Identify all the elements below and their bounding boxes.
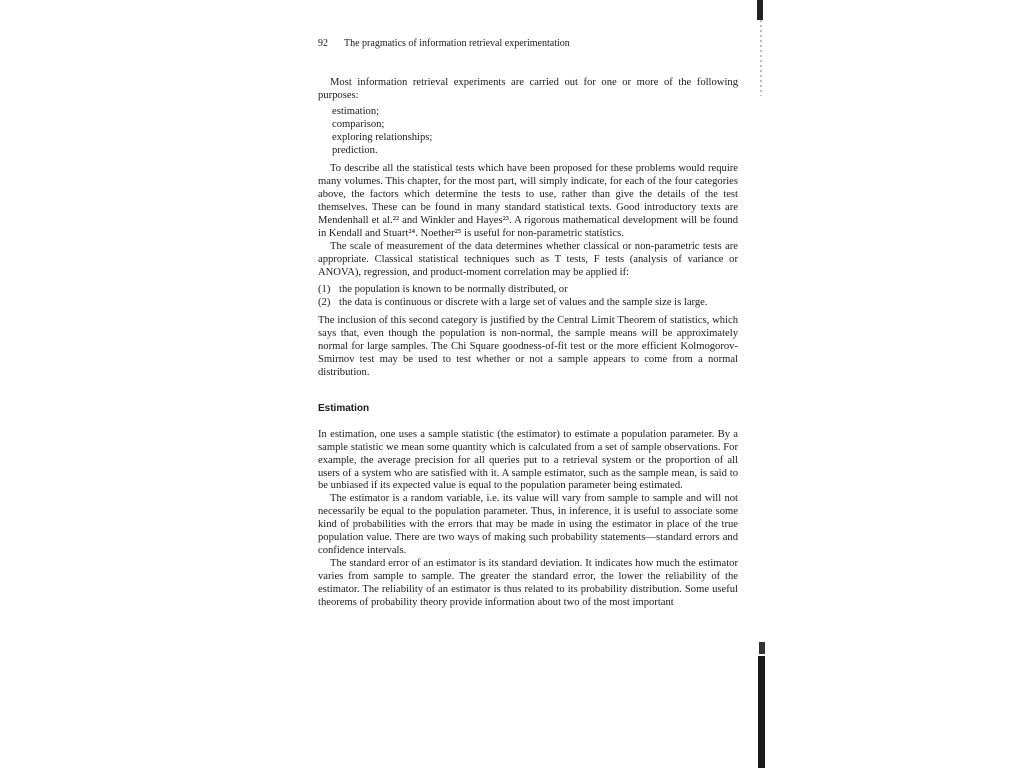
purpose-item: exploring relationships;	[332, 131, 433, 143]
running-head	[318, 38, 738, 58]
page-number: 92	[318, 38, 328, 49]
purpose-item: prediction.	[332, 144, 378, 156]
condition-text: the data is continuous or discrete with a large set of values and the sample size is large.	[339, 296, 708, 308]
condition-text: the population is known to be normally distributed, or	[339, 283, 568, 295]
random-variable-paragraph: The estimator is a random variable, i.e. its value will vary from sample to sample and will not necessarily be equal to the population parameter. Thus, in inference, it is useful to associate some kind of probabilities with the errors that may be made in using the estimator in place of the true population value. There are two ways of making such probability statements—standard errors and confidence intervals.	[318, 493, 738, 556]
section-heading: Estimation	[318, 402, 370, 414]
purposes-list	[332, 106, 738, 158]
condition-number: (1)	[318, 283, 331, 295]
condition-item	[318, 297, 738, 310]
condition-number: (2)	[318, 296, 331, 308]
scale-paragraph: The scale of measurement of the data determines whether classical or non-parametric tests are appropriate. Classical statistical techniques such as T tests, F tests (analysis of variance or ANOVA), regression, and product-moment correlation may be applied if:	[318, 240, 738, 278]
describe-paragraph: To describe all the statistical tests which have been proposed for these problems would require many volumes. This chapter, for the most part, will simply indicate, for each of the four categories above, the factors which determine the tests to use, rather than give the details of the test themselves. These can be found in many standard statistical texts. Good introductory texts are Mendenhall et al.²² and Winkler and Hayes²³. A rigorous mathematical development will be found in Kendall and Stuart²⁴. Noether²⁵ is useful for non-parametric statistics.	[318, 163, 738, 239]
standard-error-paragraph: The standard error of an estimator is its standard deviation. It indicates how much the estimator varies from sample to sample. The greater the standard error, the lower the reliability of the estimator. The reliability of an estimator is thus related to its probability distribution. Some useful theorems of probability theory provide information about two of the most important	[318, 557, 738, 608]
purpose-item: estimation;	[332, 105, 380, 117]
estimation-paragraph: In estimation, one uses a sample statistic (the estimator) to estimate a population parameter. By a sample statistic we mean some quantity which is calculated from a set of sample observations. For example, the average precision for all queries put to a retrieval system or the proportion of all users of a system who are satisfied with it. A sample estimator, such as the sample mean, is said to be unbiased if its expected value is equal to the population parameter being estimated.	[318, 428, 738, 492]
conditions-list	[318, 284, 738, 310]
scan-edge-artifact	[756, 0, 766, 768]
running-title: The pragmatics of information retrieval experimentation	[344, 38, 570, 49]
condition-item	[318, 284, 738, 297]
purpose-item: comparison;	[332, 118, 385, 130]
book-page	[318, 38, 738, 762]
intro-paragraph: Most information retrieval experiments are carried out for one or more of the following purposes:	[318, 77, 738, 101]
inclusion-paragraph: The inclusion of this second category is justified by the Central Limit Theorem of statistics, which says that, even though the population is non-normal, the sample means will be approximately normal for large samples. The Chi Square goodness-of-fit test or the more efficient Kolmogorov-Smirnov test may be used to test whether or not a sample appears to come from a normal distribution.	[318, 315, 738, 379]
